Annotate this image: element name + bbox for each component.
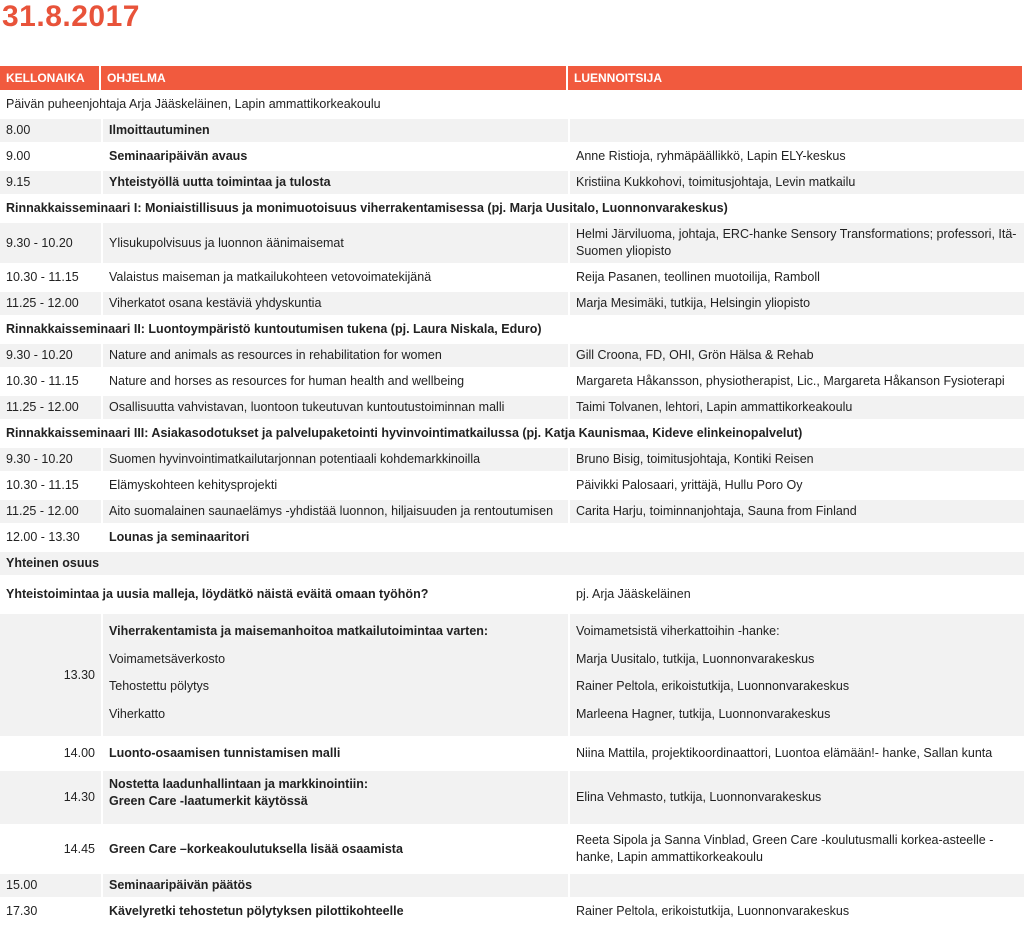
- panel-chair: pj. Arja Jääskeläinen: [568, 578, 1024, 611]
- program-line: Nostetta laadunhallintaan ja markkinointiin:: [109, 777, 369, 791]
- block-1330-project: Voimametsistä viherkattoihin -hanke:: [576, 624, 780, 638]
- program-cell: Aito suomalainen saunaelämys -yhdistää luonnon, hiljaisuuden ja rentoutumisen: [101, 500, 568, 523]
- time-cell: 10.30 - 11.15: [0, 370, 101, 393]
- table-row: [0, 900, 1024, 923]
- seminar-2-title: Rinnakkaisseminaari II: Luontoympäristö kuntoutumisen tukena (pj. Laura Niskala, Eduro): [0, 318, 1024, 341]
- program-cell: Ilmoittautuminen: [101, 119, 568, 142]
- program-cell: [101, 771, 568, 824]
- common-section-title: Yhteinen osuus: [0, 552, 1024, 575]
- table-row: [0, 771, 1024, 824]
- block-1330-item: Tehostettu pölytys: [109, 679, 210, 693]
- program-cell: Lounas ja seminaaritori: [101, 526, 568, 549]
- page-date-title: 31.8.2017: [2, 0, 140, 33]
- section-heading-row: [0, 422, 1024, 445]
- table-row: [0, 827, 1024, 871]
- table-row: [0, 292, 1024, 315]
- table-row: [0, 119, 1024, 142]
- speaker-cell: Päivikki Palosaari, yrittäjä, Hullu Poro Oy: [568, 474, 1024, 497]
- table-row: [0, 526, 1024, 549]
- table-row: [0, 739, 1024, 768]
- program-cell: Osallisuutta vahvistavan, luontoon tukeutuvan kuntoutustoiminnan malli: [101, 396, 568, 419]
- speaker-cell: Anne Ristioja, ryhmäpäällikkö, Lapin ELY-keskus: [568, 145, 1024, 168]
- table-row: [0, 500, 1024, 523]
- time-cell: 8.00: [0, 119, 101, 142]
- time-cell: 17.30: [0, 900, 101, 923]
- speaker-cell: [568, 119, 1024, 142]
- panel-row: [0, 578, 1024, 611]
- time-cell: 14.00: [0, 739, 101, 768]
- section-heading-row: [0, 318, 1024, 341]
- chair-row: [0, 93, 1024, 116]
- speaker-cell: [568, 874, 1024, 897]
- speaker-cell: Gill Croona, FD, OHI, Grön Hälsa & Rehab: [568, 344, 1024, 367]
- table-row: [0, 448, 1024, 471]
- section-heading-row: [0, 552, 1024, 575]
- speaker-cell: Kristiina Kukkohovi, toimitusjohtaja, Levin matkailu: [568, 171, 1024, 194]
- time-cell: 10.30 - 11.15: [0, 474, 101, 497]
- time-cell: 9.30 - 10.20: [0, 448, 101, 471]
- seminar-3-title: Rinnakkaisseminaari III: Asiakasodotukset ja palvelupaketointi hyvinvointimatkailussa (pj. Katja Kaunismaa, Kideve elinkeinopalvelut): [0, 422, 1024, 445]
- speaker-cell: Rainer Peltola, erikoistutkija, Luonnonvarakeskus: [568, 900, 1024, 923]
- time-cell: 9.30 - 10.20: [0, 223, 101, 263]
- time-cell: 12.00 - 13.30: [0, 526, 101, 549]
- time-cell: 11.25 - 12.00: [0, 500, 101, 523]
- section-heading-row: [0, 197, 1024, 220]
- table-row: [0, 145, 1024, 168]
- program-cell: Nature and horses as resources for human health and wellbeing: [101, 370, 568, 393]
- speaker-cell: Taimi Tolvanen, lehtori, Lapin ammattikorkeakoulu: [568, 396, 1024, 419]
- program-cell: Elämyskohteen kehitysprojekti: [101, 474, 568, 497]
- program-cell: Viherkatot osana kestäviä yhdyskuntia: [101, 292, 568, 315]
- program-cell: Luonto-osaamisen tunnistamisen malli: [101, 739, 568, 768]
- table-row: [0, 874, 1024, 897]
- time-cell: 9.15: [0, 171, 101, 194]
- table-row: [0, 344, 1024, 367]
- chair-text: Päivän puheenjohtaja Arja Jääskeläinen, Lapin ammattikorkeakoulu: [0, 93, 1024, 116]
- column-header-program: OHJELMA: [101, 66, 568, 90]
- block-1330-item: Viherkatto: [109, 706, 166, 721]
- speaker-cell: Reija Pasanen, teollinen muotoilija, Ramboll: [568, 266, 1024, 289]
- block-1330-speaker: Marleena Hagner, tutkija, Luonnonvarakeskus: [576, 706, 831, 721]
- table-row: [0, 474, 1024, 497]
- seminar-1-title: Rinnakkaisseminaari I: Moniaistillisuus ja monimuotoisuus viherrakentamisessa (pj. Marja Uusitalo, Luonnonvarakeskus): [0, 197, 1024, 220]
- table-row: [0, 370, 1024, 393]
- speaker-cell: Margareta Håkansson, physiotherapist, Lic., Margareta Håkanson Fysioterapi: [568, 370, 1024, 393]
- program-cell: Suomen hyvinvointimatkailutarjonnan potentiaali kohdemarkkinoilla: [101, 448, 568, 471]
- time-cell: 13.30: [0, 614, 101, 736]
- speaker-cell: Carita Harju, toiminnanjohtaja, Sauna from Finland: [568, 500, 1024, 523]
- time-cell: 11.25 - 12.00: [0, 396, 101, 419]
- program-cell: Valaistus maiseman ja matkailukohteen vetovoimatekijänä: [101, 266, 568, 289]
- program-cell: Seminaaripäivän avaus: [101, 145, 568, 168]
- time-cell: 15.00: [0, 874, 101, 897]
- program-cell: [101, 614, 568, 736]
- speaker-cell: Elina Vehmasto, tutkija, Luonnonvarakeskus: [568, 771, 1024, 824]
- program-cell: Green Care –korkeakoulutuksella lisää osaamista: [101, 827, 568, 871]
- block-1330-speaker: Rainer Peltola, erikoistutkija, Luonnonvarakeskus: [576, 679, 850, 693]
- program-cell: Kävelyretki tehostetun pölytyksen pilottikohteelle: [101, 900, 568, 923]
- block-1330-speaker: Marja Uusitalo, tutkija, Luonnonvarakeskus: [576, 651, 815, 666]
- speaker-cell: Reeta Sipola ja Sanna Vinblad, Green Care -koulutusmalli korkea-asteelle -hanke, Lapin ammattikorkeakoulu: [568, 827, 1024, 871]
- table-row: [0, 223, 1024, 263]
- program-cell: Seminaaripäivän päätös: [101, 874, 568, 897]
- program-line: Green Care -laatumerkit käytössä: [109, 794, 308, 808]
- speaker-cell: Bruno Bisig, toimitusjohtaja, Kontiki Reisen: [568, 448, 1024, 471]
- speaker-cell: Helmi Järviluoma, johtaja, ERC-hanke Sensory Transformations; professori, Itä-Suomen yliopisto: [568, 223, 1024, 263]
- table-row: [0, 171, 1024, 194]
- speaker-cell: [568, 614, 1024, 736]
- column-header-speaker: LUENNOITSIJA: [568, 66, 1024, 90]
- block-1330-row: [0, 614, 1024, 736]
- time-cell: 9.30 - 10.20: [0, 344, 101, 367]
- time-cell: 10.30 - 11.15: [0, 266, 101, 289]
- panel-title: Yhteistoimintaa ja uusia malleja, löydätkö näistä eväitä omaan työhön?: [0, 578, 568, 611]
- time-cell: 14.45: [0, 827, 101, 871]
- speaker-cell: Niina Mattila, projektikoordinaattori, Luontoa elämään!- hanke, Sallan kunta: [568, 739, 1024, 768]
- speaker-cell: Marja Mesimäki, tutkija, Helsingin yliopisto: [568, 292, 1024, 315]
- time-cell: 11.25 - 12.00: [0, 292, 101, 315]
- time-cell: 9.00: [0, 145, 101, 168]
- program-cell: Yhteistyöllä uutta toimintaa ja tulosta: [101, 171, 568, 194]
- speaker-cell: [568, 526, 1024, 549]
- block-1330-heading: Viherrakentamista ja maisemanhoitoa matkailutoimintaa varten:: [109, 624, 489, 638]
- table-row: [0, 396, 1024, 419]
- block-1330-item: Voimametsäverkosto: [109, 651, 226, 666]
- program-cell: Nature and animals as resources in rehabilitation for women: [101, 344, 568, 367]
- program-table: [0, 63, 1024, 926]
- time-cell: 14.30: [0, 771, 101, 824]
- table-header-row: [0, 66, 1024, 90]
- program-cell: Ylisukupolvisuus ja luonnon äänimaisemat: [101, 223, 568, 263]
- table-row: [0, 266, 1024, 289]
- column-header-time: KELLONAIKA: [0, 66, 101, 90]
